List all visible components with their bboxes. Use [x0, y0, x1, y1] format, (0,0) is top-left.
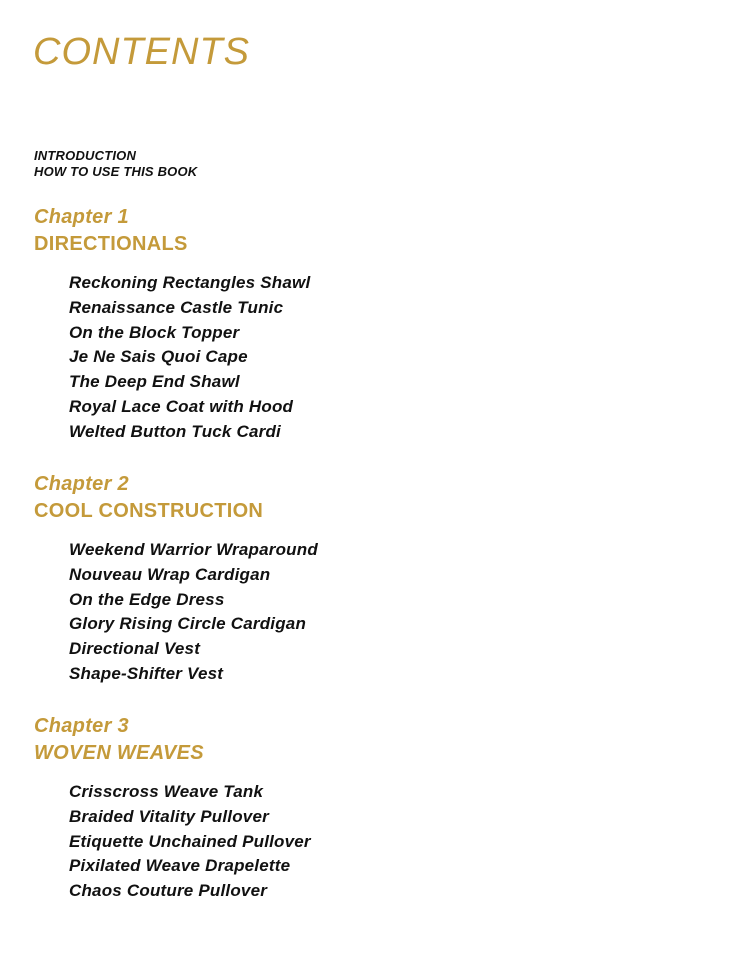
- toc-entry[interactable]: Je Ne Sais Quoi Cape: [69, 347, 248, 367]
- front-matter: [34, 148, 197, 180]
- toc-entry[interactable]: On the Block Topper: [69, 322, 240, 342]
- toc-entry[interactable]: Nouveau Wrap Cardigan: [69, 564, 271, 584]
- front-matter-how-to-use[interactable]: HOW TO USE THIS BOOK: [34, 164, 198, 179]
- chapter-2-section: [34, 471, 318, 687]
- toc-entry[interactable]: Reckoning Rectangles Shawl: [69, 273, 311, 292]
- chapter-1-name[interactable]: DIRECTIONALS: [34, 233, 188, 255]
- toc-entry[interactable]: Braided Vitality Pullover: [69, 806, 269, 826]
- chapter-3-number[interactable]: Chapter 3: [34, 715, 129, 737]
- chapter-2-number[interactable]: Chapter 2: [34, 473, 129, 495]
- toc-entry[interactable]: Weekend Warrior Wraparound: [69, 540, 318, 559]
- chapter-2-items: [34, 538, 318, 687]
- toc-entry[interactable]: Chaos Couture Pullover: [69, 881, 268, 901]
- toc-entry[interactable]: The Deep End Shawl: [69, 372, 240, 392]
- chapter-2-name[interactable]: COOL CONSTRUCTION: [34, 500, 264, 522]
- toc-entry[interactable]: Etiquette Unchained Pullover: [69, 831, 311, 851]
- chapter-1-number[interactable]: Chapter 1: [34, 206, 129, 228]
- front-matter-introduction[interactable]: INTRODUCTION: [34, 148, 137, 163]
- toc-entry[interactable]: Welted Button Tuck Cardi: [69, 421, 281, 441]
- toc-entry[interactable]: Pixilated Weave Drapelette: [69, 856, 291, 876]
- toc-entry[interactable]: Crisscross Weave Tank: [69, 782, 264, 801]
- toc-entry[interactable]: Shape-Shifter Vest: [69, 663, 224, 683]
- toc-entry[interactable]: Directional Vest: [69, 639, 201, 659]
- toc-entry[interactable]: On the Edge Dress: [69, 589, 225, 609]
- toc-entry[interactable]: Renaissance Castle Tunic: [69, 297, 284, 317]
- toc-entry[interactable]: Glory Rising Circle Cardigan: [69, 614, 307, 634]
- chapter-1-section: [34, 204, 310, 445]
- chapter-1-items: [34, 271, 310, 445]
- page-title: CONTENTS: [33, 31, 250, 73]
- toc-entry[interactable]: Royal Lace Coat with Hood: [69, 396, 294, 416]
- chapter-3-items: [34, 780, 311, 904]
- chapter-3-section: [34, 713, 311, 904]
- chapter-3-name[interactable]: WOVEN WEAVES: [34, 742, 204, 764]
